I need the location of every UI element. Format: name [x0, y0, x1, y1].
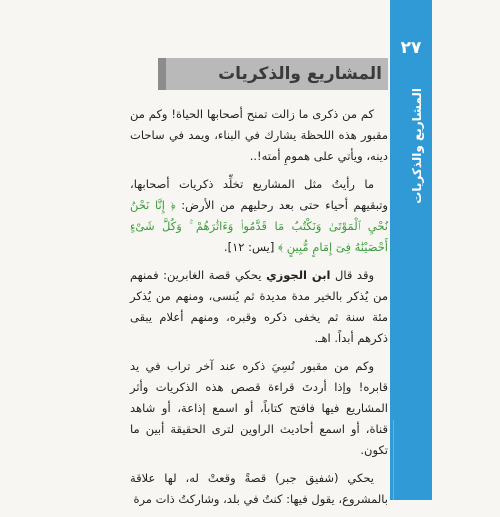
text-run: يحكي قصة الغابرين: فمنهم من يُذكر بالخير مدة مديدة ثم يُنسى، ومنهم من يُذكر مئة سنة ثم يخفى ذكره وقبره، ومنهم أعلام يبقى ذكرهم أبداً. اهـ.	[130, 268, 388, 345]
text-run: ما رأيتُ مثل المشاريع تخلِّد ذكريات أصحابها، وتبقيهم أحياء حتى بعد رحليهم من الأرض:	[130, 177, 388, 212]
text-run: كم من ذكرى ما زالت تمنح أصحابها الحياة! وكم من مقبور هذه اللحظة يشارك في البناء، ويمد في ساحات دينه، ويأتي على همومِ أمته!..	[130, 107, 388, 163]
page-number: ٢٧	[400, 38, 422, 58]
body-text	[130, 104, 388, 517]
paragraph	[130, 468, 388, 510]
text-run: وقد قال	[330, 268, 375, 282]
running-title: المشاريع والذكريات	[410, 88, 424, 204]
quran-verse: ﴿ إِنَّا نَحْنُ نُحْيِ ٱلْمَوْتَىٰ وَنَكْتُبُ مَا قَدَّمُوا۟ وَءَاثَٰرَهُمْ ۚ وَكُلَّ شَىْءٍ أَحْصَيْنَٰهُ فِىٓ إِمَامٍ مُّبِينٍ ﴾	[130, 198, 388, 254]
chapter-heading: المشاريع والذكريات	[218, 64, 382, 84]
text-run: يحكي (شفيق جبر) قصةً وقعتْ له، لها علاقة بالمشروع، يقول فيها: كنتُ في بلد، وشاركتُ ذات مرة	[130, 471, 388, 506]
outer-margin	[432, 0, 500, 500]
paragraph	[130, 174, 388, 258]
side-decoration	[393, 420, 428, 500]
paragraph	[130, 104, 388, 167]
bold-name: ابن الجوزي	[266, 268, 331, 282]
text-run: [يس: ١٢].	[223, 240, 278, 254]
text-run: وكم من مقبور نُسِيَ ذكره عند آخر تراب في يد قابره! وإذا أردتَ قراءة قصص هذه الذكريات وأثر المشاريع فيها فافتح كتاباً، أو اسمع إذاعة، أو شاهد قناة، أو اسمع أحاديث الراوين لترى الحقيقة أبين ما تكون.	[130, 359, 388, 457]
paragraph	[130, 265, 388, 349]
chapter-heading-accent	[158, 58, 166, 90]
paragraph	[130, 356, 388, 461]
